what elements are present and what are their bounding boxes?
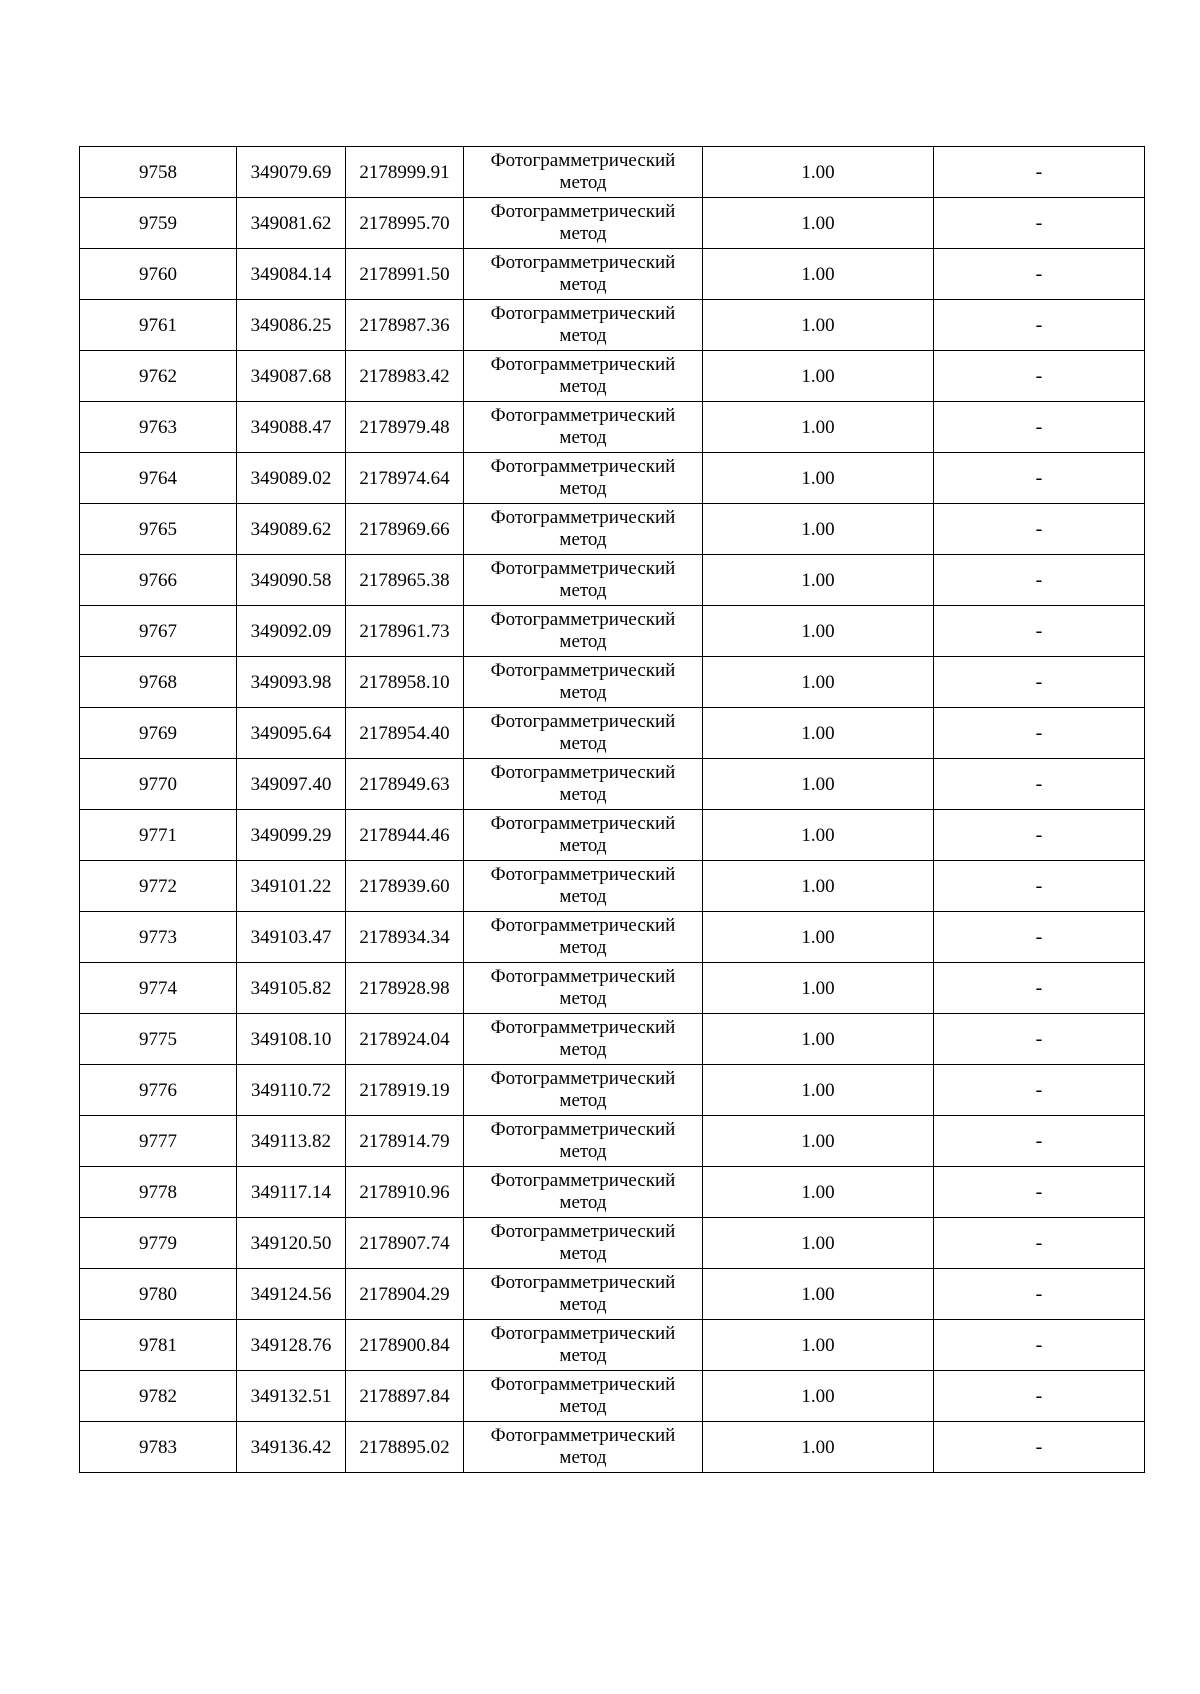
- method-text-line: Фотограмметрический: [490, 201, 676, 222]
- method-text-line: метод: [559, 223, 607, 244]
- accuracy-cell: 1.00: [703, 1218, 934, 1269]
- table-row: [80, 708, 1145, 759]
- y-coordinate-cell: 2178944.46: [346, 810, 464, 861]
- coordinates-table: [79, 146, 1145, 1473]
- method-text-line: метод: [559, 172, 607, 193]
- accuracy-cell: 1.00: [703, 147, 934, 198]
- method-cell: [464, 453, 703, 504]
- note-cell: -: [934, 198, 1145, 249]
- y-coordinate-cell: 2178910.96: [346, 1167, 464, 1218]
- accuracy-cell: 1.00: [703, 810, 934, 861]
- table-row: [80, 963, 1145, 1014]
- accuracy-cell: 1.00: [703, 912, 934, 963]
- note-cell: -: [934, 1269, 1145, 1320]
- method-cell: [464, 1320, 703, 1371]
- point-number-cell: 9775: [80, 1014, 237, 1065]
- method-cell: [464, 810, 703, 861]
- method-text-line: Фотограмметрический: [490, 1272, 676, 1293]
- note-cell: -: [934, 1065, 1145, 1116]
- accuracy-cell: 1.00: [703, 657, 934, 708]
- accuracy-cell: 1.00: [703, 249, 934, 300]
- method-text-line: Фотограмметрический: [490, 1068, 676, 1089]
- method-text-line: метод: [559, 325, 607, 346]
- accuracy-cell: 1.00: [703, 300, 934, 351]
- method-text-line: метод: [559, 937, 607, 958]
- note-cell: -: [934, 708, 1145, 759]
- method-cell: [464, 504, 703, 555]
- accuracy-cell: 1.00: [703, 555, 934, 606]
- x-coordinate-cell: 349086.25: [237, 300, 346, 351]
- x-coordinate-cell: 349103.47: [237, 912, 346, 963]
- method-text-line: Фотограмметрический: [490, 864, 676, 885]
- method-text-line: Фотограмметрический: [490, 762, 676, 783]
- x-coordinate-cell: 349128.76: [237, 1320, 346, 1371]
- y-coordinate-cell: 2178974.64: [346, 453, 464, 504]
- note-cell: -: [934, 351, 1145, 402]
- table-row: [80, 504, 1145, 555]
- y-coordinate-cell: 2178995.70: [346, 198, 464, 249]
- y-coordinate-cell: 2178979.48: [346, 402, 464, 453]
- method-text-line: метод: [559, 1039, 607, 1060]
- method-cell: [464, 1422, 703, 1473]
- accuracy-cell: 1.00: [703, 861, 934, 912]
- x-coordinate-cell: 349081.62: [237, 198, 346, 249]
- point-number-cell: 9767: [80, 606, 237, 657]
- method-cell: [464, 1218, 703, 1269]
- method-text-line: Фотограмметрический: [490, 660, 676, 681]
- note-cell: -: [934, 759, 1145, 810]
- table-row: [80, 1371, 1145, 1422]
- point-number-cell: 9768: [80, 657, 237, 708]
- accuracy-cell: 1.00: [703, 453, 934, 504]
- table-row: [80, 861, 1145, 912]
- table-row: [80, 759, 1145, 810]
- method-text-line: Фотограмметрический: [490, 252, 676, 273]
- accuracy-cell: 1.00: [703, 1422, 934, 1473]
- y-coordinate-cell: 2178999.91: [346, 147, 464, 198]
- method-text-line: Фотограмметрический: [490, 1017, 676, 1038]
- point-number-cell: 9772: [80, 861, 237, 912]
- x-coordinate-cell: 349117.14: [237, 1167, 346, 1218]
- method-text-line: метод: [559, 682, 607, 703]
- point-number-cell: 9765: [80, 504, 237, 555]
- note-cell: -: [934, 504, 1145, 555]
- note-cell: -: [934, 1320, 1145, 1371]
- method-text-line: Фотограмметрический: [490, 1221, 676, 1242]
- y-coordinate-cell: 2178914.79: [346, 1116, 464, 1167]
- y-coordinate-cell: 2178949.63: [346, 759, 464, 810]
- method-text-line: метод: [559, 1090, 607, 1111]
- y-coordinate-cell: 2178919.19: [346, 1065, 464, 1116]
- point-number-cell: 9778: [80, 1167, 237, 1218]
- x-coordinate-cell: 349113.82: [237, 1116, 346, 1167]
- accuracy-cell: 1.00: [703, 708, 934, 759]
- accuracy-cell: 1.00: [703, 402, 934, 453]
- x-coordinate-cell: 349095.64: [237, 708, 346, 759]
- method-text-line: Фотограмметрический: [490, 405, 676, 426]
- method-cell: [464, 1014, 703, 1065]
- x-coordinate-cell: 349108.10: [237, 1014, 346, 1065]
- note-cell: -: [934, 453, 1145, 504]
- method-cell: [464, 555, 703, 606]
- method-text-line: Фотограмметрический: [490, 1323, 676, 1344]
- note-cell: -: [934, 147, 1145, 198]
- method-text-line: метод: [559, 1396, 607, 1417]
- table-row: [80, 1116, 1145, 1167]
- method-text-line: метод: [559, 427, 607, 448]
- note-cell: -: [934, 1218, 1145, 1269]
- x-coordinate-cell: 349089.02: [237, 453, 346, 504]
- x-coordinate-cell: 349084.14: [237, 249, 346, 300]
- method-cell: [464, 708, 703, 759]
- accuracy-cell: 1.00: [703, 1269, 934, 1320]
- method-text-line: Фотограмметрический: [490, 456, 676, 477]
- point-number-cell: 9774: [80, 963, 237, 1014]
- accuracy-cell: 1.00: [703, 606, 934, 657]
- y-coordinate-cell: 2178965.38: [346, 555, 464, 606]
- x-coordinate-cell: 349132.51: [237, 1371, 346, 1422]
- point-number-cell: 9781: [80, 1320, 237, 1371]
- method-text-line: Фотограмметрический: [490, 1170, 676, 1191]
- table-row: [80, 1422, 1145, 1473]
- method-text-line: Фотограмметрический: [490, 558, 676, 579]
- x-coordinate-cell: 349097.40: [237, 759, 346, 810]
- accuracy-cell: 1.00: [703, 1371, 934, 1422]
- x-coordinate-cell: 349087.68: [237, 351, 346, 402]
- x-coordinate-cell: 349089.62: [237, 504, 346, 555]
- y-coordinate-cell: 2178934.34: [346, 912, 464, 963]
- note-cell: -: [934, 1116, 1145, 1167]
- method-text-line: метод: [559, 529, 607, 550]
- accuracy-cell: 1.00: [703, 1167, 934, 1218]
- table-row: [80, 1269, 1145, 1320]
- note-cell: -: [934, 300, 1145, 351]
- method-text-line: Фотограмметрический: [490, 711, 676, 732]
- method-text-line: метод: [559, 1447, 607, 1468]
- y-coordinate-cell: 2178954.40: [346, 708, 464, 759]
- point-number-cell: 9770: [80, 759, 237, 810]
- method-text-line: Фотограмметрический: [490, 354, 676, 375]
- y-coordinate-cell: 2178895.02: [346, 1422, 464, 1473]
- point-number-cell: 9771: [80, 810, 237, 861]
- table-row: [80, 453, 1145, 504]
- method-cell: [464, 249, 703, 300]
- point-number-cell: 9764: [80, 453, 237, 504]
- point-number-cell: 9759: [80, 198, 237, 249]
- note-cell: -: [934, 861, 1145, 912]
- y-coordinate-cell: 2178907.74: [346, 1218, 464, 1269]
- note-cell: -: [934, 1014, 1145, 1065]
- note-cell: -: [934, 555, 1145, 606]
- method-cell: [464, 1116, 703, 1167]
- table-row: [80, 1065, 1145, 1116]
- method-cell: [464, 300, 703, 351]
- method-text-line: метод: [559, 835, 607, 856]
- method-text-line: метод: [559, 376, 607, 397]
- method-text-line: Фотограмметрический: [490, 303, 676, 324]
- y-coordinate-cell: 2178991.50: [346, 249, 464, 300]
- note-cell: -: [934, 606, 1145, 657]
- x-coordinate-cell: 349088.47: [237, 402, 346, 453]
- point-number-cell: 9758: [80, 147, 237, 198]
- method-cell: [464, 657, 703, 708]
- table-row: [80, 351, 1145, 402]
- table-row: [80, 810, 1145, 861]
- method-text-line: метод: [559, 886, 607, 907]
- accuracy-cell: 1.00: [703, 1320, 934, 1371]
- y-coordinate-cell: 2178987.36: [346, 300, 464, 351]
- y-coordinate-cell: 2178939.60: [346, 861, 464, 912]
- table-row: [80, 912, 1145, 963]
- y-coordinate-cell: 2178958.10: [346, 657, 464, 708]
- method-text-line: Фотограмметрический: [490, 813, 676, 834]
- method-cell: [464, 912, 703, 963]
- table-row: [80, 555, 1145, 606]
- table-row: [80, 147, 1145, 198]
- x-coordinate-cell: 349099.29: [237, 810, 346, 861]
- method-text-line: Фотограмметрический: [490, 1425, 676, 1446]
- x-coordinate-cell: 349120.50: [237, 1218, 346, 1269]
- method-text-line: Фотограмметрический: [490, 1374, 676, 1395]
- x-coordinate-cell: 349101.22: [237, 861, 346, 912]
- method-text-line: Фотограмметрический: [490, 609, 676, 630]
- point-number-cell: 9783: [80, 1422, 237, 1473]
- y-coordinate-cell: 2178969.66: [346, 504, 464, 555]
- x-coordinate-cell: 349092.09: [237, 606, 346, 657]
- method-text-line: метод: [559, 733, 607, 754]
- x-coordinate-cell: 349105.82: [237, 963, 346, 1014]
- method-text-line: метод: [559, 274, 607, 295]
- method-cell: [464, 861, 703, 912]
- accuracy-cell: 1.00: [703, 198, 934, 249]
- x-coordinate-cell: 349090.58: [237, 555, 346, 606]
- method-cell: [464, 1065, 703, 1116]
- method-cell: [464, 1167, 703, 1218]
- point-number-cell: 9769: [80, 708, 237, 759]
- accuracy-cell: 1.00: [703, 1065, 934, 1116]
- y-coordinate-cell: 2178904.29: [346, 1269, 464, 1320]
- note-cell: -: [934, 963, 1145, 1014]
- accuracy-cell: 1.00: [703, 504, 934, 555]
- method-cell: [464, 1371, 703, 1422]
- y-coordinate-cell: 2178928.98: [346, 963, 464, 1014]
- y-coordinate-cell: 2178924.04: [346, 1014, 464, 1065]
- method-cell: [464, 606, 703, 657]
- method-cell: [464, 1269, 703, 1320]
- point-number-cell: 9776: [80, 1065, 237, 1116]
- table-row: [80, 402, 1145, 453]
- method-text-line: метод: [559, 580, 607, 601]
- method-text-line: метод: [559, 1192, 607, 1213]
- table-row: [80, 300, 1145, 351]
- table-body: [80, 147, 1145, 1473]
- x-coordinate-cell: 349110.72: [237, 1065, 346, 1116]
- accuracy-cell: 1.00: [703, 963, 934, 1014]
- table-row: [80, 1167, 1145, 1218]
- note-cell: -: [934, 912, 1145, 963]
- method-text-line: Фотограмметрический: [490, 915, 676, 936]
- point-number-cell: 9761: [80, 300, 237, 351]
- method-text-line: метод: [559, 478, 607, 499]
- note-cell: -: [934, 1167, 1145, 1218]
- method-text-line: метод: [559, 988, 607, 1009]
- y-coordinate-cell: 2178897.84: [346, 1371, 464, 1422]
- point-number-cell: 9779: [80, 1218, 237, 1269]
- point-number-cell: 9780: [80, 1269, 237, 1320]
- accuracy-cell: 1.00: [703, 1014, 934, 1065]
- method-text-line: Фотограмметрический: [490, 507, 676, 528]
- method-cell: [464, 963, 703, 1014]
- x-coordinate-cell: 349093.98: [237, 657, 346, 708]
- table-row: [80, 657, 1145, 708]
- table-row: [80, 1218, 1145, 1269]
- method-cell: [464, 351, 703, 402]
- table-row: [80, 1014, 1145, 1065]
- point-number-cell: 9773: [80, 912, 237, 963]
- x-coordinate-cell: 349124.56: [237, 1269, 346, 1320]
- point-number-cell: 9762: [80, 351, 237, 402]
- method-text-line: метод: [559, 1243, 607, 1264]
- point-number-cell: 9760: [80, 249, 237, 300]
- method-text-line: Фотограмметрический: [490, 966, 676, 987]
- note-cell: -: [934, 249, 1145, 300]
- method-cell: [464, 402, 703, 453]
- note-cell: -: [934, 1371, 1145, 1422]
- point-number-cell: 9763: [80, 402, 237, 453]
- method-text-line: метод: [559, 631, 607, 652]
- accuracy-cell: 1.00: [703, 759, 934, 810]
- method-cell: [464, 759, 703, 810]
- table-row: [80, 1320, 1145, 1371]
- method-text-line: метод: [559, 1141, 607, 1162]
- y-coordinate-cell: 2178900.84: [346, 1320, 464, 1371]
- point-number-cell: 9766: [80, 555, 237, 606]
- accuracy-cell: 1.00: [703, 1116, 934, 1167]
- x-coordinate-cell: 349079.69: [237, 147, 346, 198]
- point-number-cell: 9777: [80, 1116, 237, 1167]
- y-coordinate-cell: 2178961.73: [346, 606, 464, 657]
- accuracy-cell: 1.00: [703, 351, 934, 402]
- method-cell: [464, 147, 703, 198]
- note-cell: -: [934, 1422, 1145, 1473]
- note-cell: -: [934, 657, 1145, 708]
- method-text-line: метод: [559, 1294, 607, 1315]
- method-text-line: метод: [559, 784, 607, 805]
- note-cell: -: [934, 402, 1145, 453]
- x-coordinate-cell: 349136.42: [237, 1422, 346, 1473]
- method-cell: [464, 198, 703, 249]
- table-row: [80, 198, 1145, 249]
- point-number-cell: 9782: [80, 1371, 237, 1422]
- table-row: [80, 606, 1145, 657]
- table-row: [80, 249, 1145, 300]
- y-coordinate-cell: 2178983.42: [346, 351, 464, 402]
- method-text-line: метод: [559, 1345, 607, 1366]
- method-text-line: Фотограмметрический: [490, 1119, 676, 1140]
- method-text-line: Фотограмметрический: [490, 150, 676, 171]
- note-cell: -: [934, 810, 1145, 861]
